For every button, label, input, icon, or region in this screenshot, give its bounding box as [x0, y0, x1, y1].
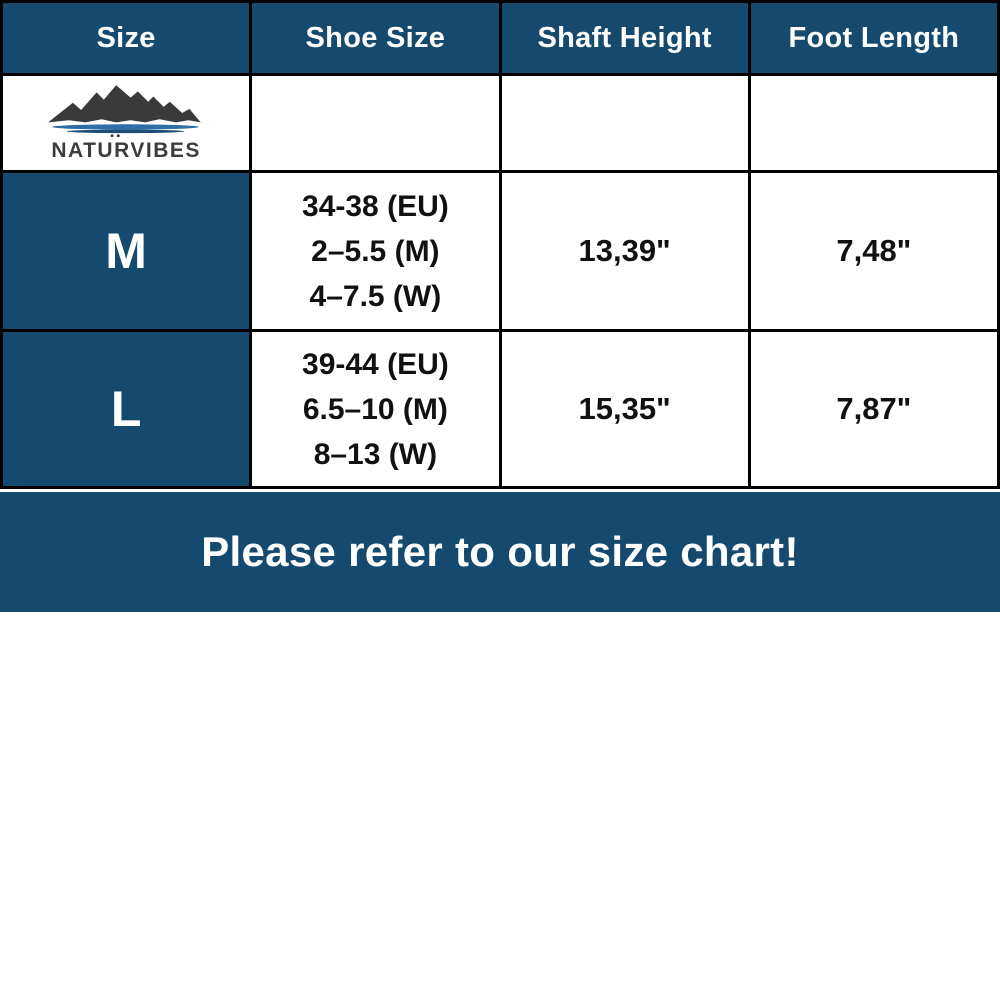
header-cell-shoe-size: Shoe Size: [251, 2, 500, 75]
header-cell-shaft-height: Shaft Height: [500, 2, 749, 75]
shoe-size-men: 6.5–10 (M): [302, 392, 448, 426]
shoe-size-cell-l: [251, 331, 500, 488]
size-label-m: M: [2, 172, 251, 331]
shaft-height-m: 13,39": [500, 172, 749, 331]
logo-cell: [2, 75, 251, 172]
mountains-water-icon: [44, 83, 209, 141]
foot-length-m: 7,48": [749, 172, 998, 331]
shoe-size-women: 4–7.5 (W): [309, 279, 442, 313]
banner-text: Please refer to our size chart!: [201, 528, 799, 575]
shaft-height-l: 15,35": [500, 331, 749, 488]
empty-cell: [251, 75, 500, 172]
header-cell-foot-length: Foot Length: [749, 2, 998, 75]
size-chart-table: [0, 0, 1000, 489]
foot-length-l: 7,87": [749, 331, 998, 488]
shoe-size-eu: 34-38 (EU): [302, 189, 449, 223]
footer-banner: [0, 492, 1000, 612]
table-row-m: [2, 172, 999, 331]
table-row-l: [2, 331, 999, 488]
shoe-size-women: 8–13 (W): [313, 437, 438, 471]
brand-name: NATURVIBES: [51, 139, 201, 162]
table-header-row: [2, 2, 999, 75]
empty-cell: [500, 75, 749, 172]
shoe-size-eu: 39-44 (EU): [302, 347, 449, 381]
brand-logo: [3, 83, 249, 163]
empty-cell: [749, 75, 998, 172]
header-cell-size: Size: [2, 2, 251, 75]
size-label-l: L: [2, 331, 251, 488]
logo-row: [2, 75, 999, 172]
shoe-size-men: 2–5.5 (M): [311, 234, 440, 268]
shoe-size-cell-m: [251, 172, 500, 331]
